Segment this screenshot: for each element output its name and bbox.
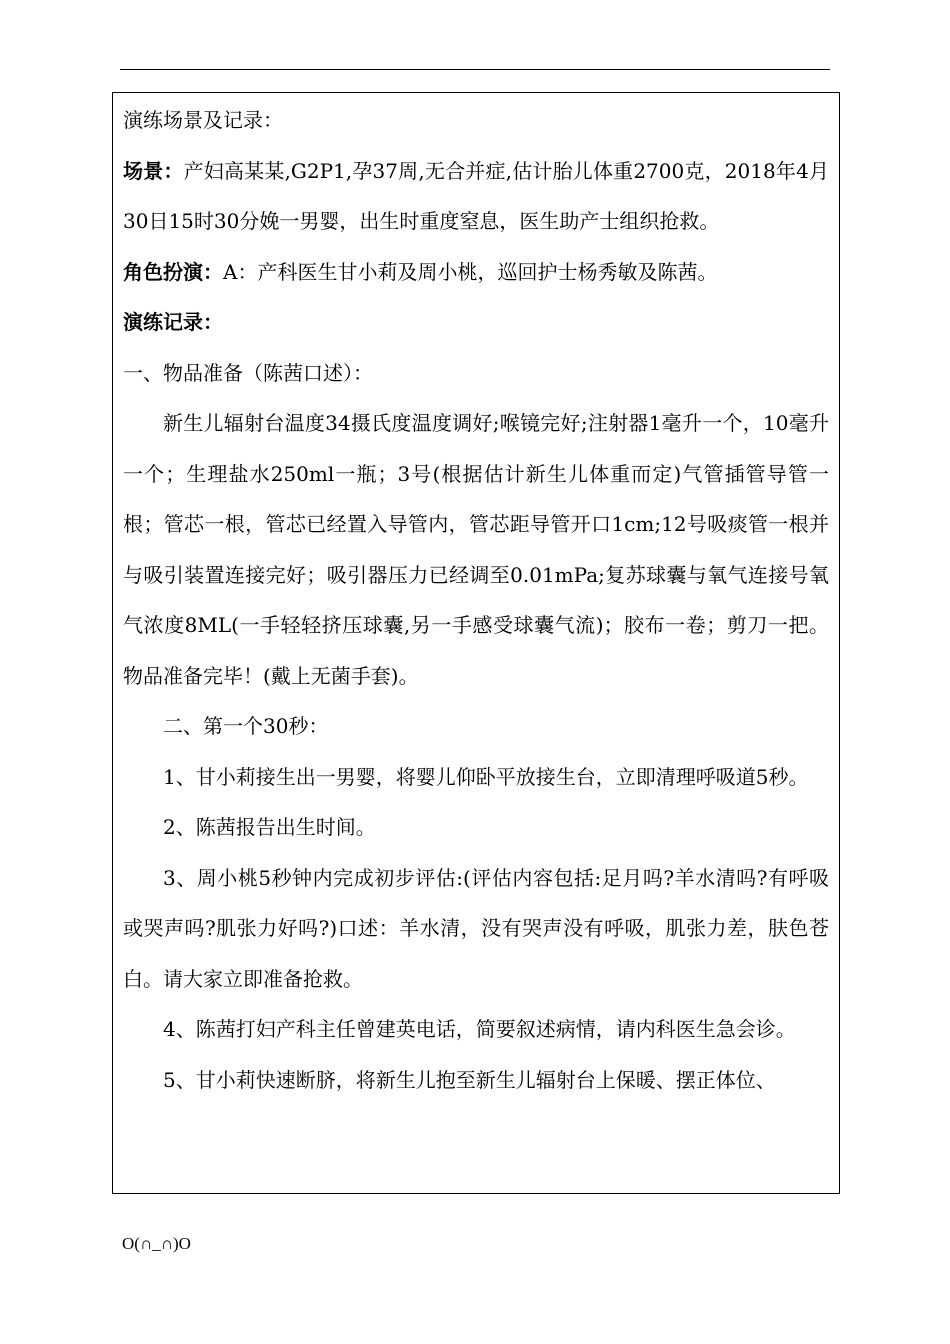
step-item: 4、陈茜打妇产科主任曾建英电话，简要叙述病情，请内科医生急会诊。	[163, 1017, 796, 1041]
section1-body: 新生儿辐射台温度34摄氏度温度调好;喉镜完好;注射器1毫升一个，10毫升一个；生理盐水250ml一瓶；3号(根据估计新生儿体重而定)气管插管导管一根；管芯一根，管芯已经置入导管内，管芯距导管开口1cm;12号吸痰管一根并与吸引装置连接完好；吸引器压力已经调至0.01mPa;复苏球囊与氧气连接号氧气浓度8ML(一手轻轻挤压球囊,另一手感受球囊气流)；胶布一卷；剪刀一把。物品准备完毕！(戴上无菌手套)。	[123, 411, 829, 688]
roles-text: A：产科医生甘小莉及周小桃，巡回护士杨秀敏及陈茜。	[223, 259, 718, 284]
scene-label: 场景：	[123, 158, 184, 183]
scene-paragraph	[123, 146, 829, 247]
roles-paragraph	[123, 247, 829, 298]
section2-title: 二、第一个30秒：	[163, 714, 329, 738]
footer-emoticon: O(∩_∩)O	[122, 1234, 191, 1253]
step-item: 2、陈茜报告出生时间。	[163, 815, 376, 839]
roles-label: 角色扮演：	[123, 259, 223, 284]
step-item: 1、甘小莉接生出一男婴，将婴儿仰卧平放接生台，立即清理呼吸道5秒。	[163, 764, 809, 789]
record-label: 演练记录：	[123, 310, 223, 334]
scene-text: 产妇高某某,G2P1,孕37周,无合并症,估计胎儿体重2700克，2018年4月30日15时30分娩一男婴，出生时重度窒息，医生助产士组织抢救。	[123, 158, 829, 233]
document-table-cell	[112, 92, 840, 1194]
step-item: 5、甘小莉快速断脐，将新生儿抱至新生儿辐射台上保暖、摆正体位、	[163, 1067, 776, 1092]
header-rule	[120, 69, 830, 70]
intro-line: 演练场景及记录：	[123, 108, 283, 132]
document-body	[113, 93, 839, 1105]
step-item: 3、周小桃5秒钟内完成初步评估:(评估内容包括:足月吗?羊水清吗?有呼吸或哭声吗?肌张力好吗?)口述：羊水清，没有哭声没有呼吸，肌张力差，肤色苍白。请大家立即准备抢救。	[123, 865, 829, 991]
section1-title: 一、物品准备（陈茜口述）：	[123, 360, 373, 385]
